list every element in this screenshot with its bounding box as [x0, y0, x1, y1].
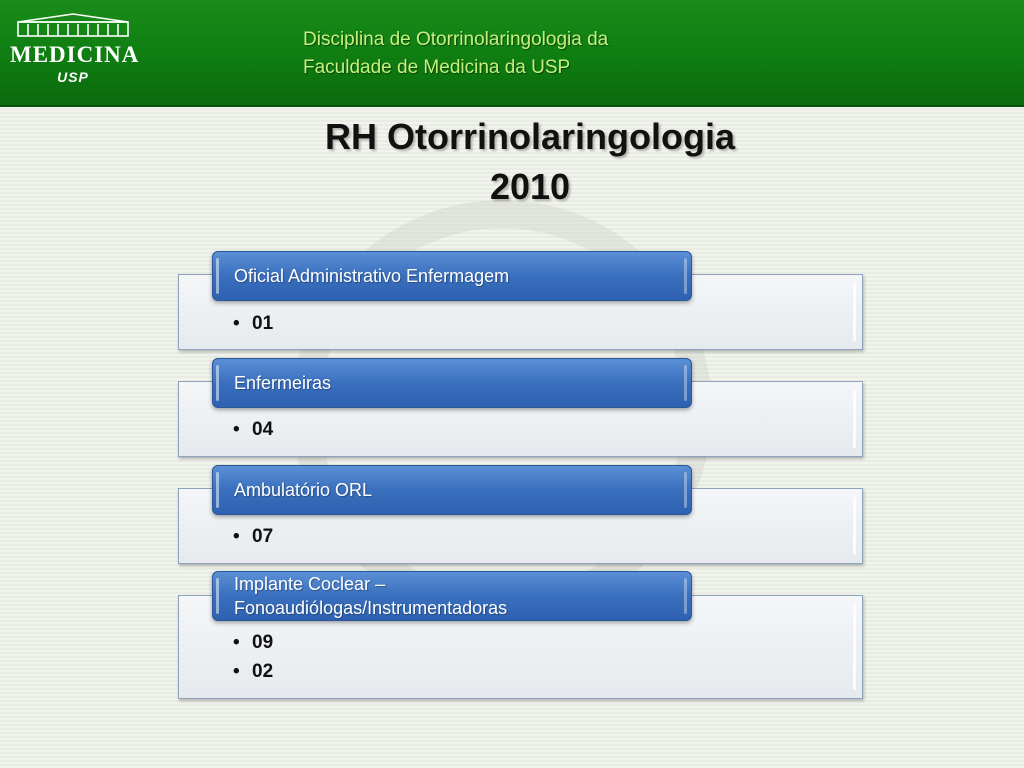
- header-line-2: Faculdade de Medicina da USP: [303, 57, 571, 78]
- slide-title-line-1: RH Otorrinolaringologia: [325, 116, 735, 157]
- section-label-text: Ambulatório ORL: [234, 480, 373, 500]
- list-item: • 07: [233, 522, 273, 551]
- section-label-1: [212, 251, 692, 301]
- section-label-text: Enfermeiras: [234, 373, 332, 393]
- section-values-2: [233, 415, 273, 444]
- section-values-3: [233, 522, 273, 551]
- section-label-2: [212, 358, 692, 408]
- logo-usp-mark: USP: [57, 69, 89, 85]
- section-values-4: [233, 628, 273, 686]
- list-item: • 02: [233, 657, 273, 686]
- list-item: • 09: [233, 628, 273, 657]
- medicina-usp-logo: [10, 12, 140, 90]
- section-label-4: [212, 571, 692, 621]
- list-item: • 04: [233, 415, 273, 444]
- section-label-text: [234, 572, 507, 620]
- section-label-line-2: Fonoaudiólogas/Instrumentadoras: [234, 598, 508, 618]
- slide-title-line-2: 2010: [489, 166, 571, 207]
- faculty-building-icon: [16, 12, 130, 38]
- list-item: • 01: [233, 309, 273, 338]
- header-subtitle: [303, 26, 803, 82]
- slide-title: [0, 112, 1024, 212]
- section-label-line-1: Implante Coclear –: [234, 574, 386, 594]
- section-values-1: [233, 309, 273, 338]
- header-line-1: Disciplina de Otorrinolaringologia da: [303, 29, 609, 50]
- section-label-text: Oficial Administrativo Enfermagem: [234, 266, 510, 286]
- section-label-3: [212, 465, 692, 515]
- logo-wordmark: MEDICINA: [10, 42, 140, 67]
- header-bar: [0, 0, 1024, 107]
